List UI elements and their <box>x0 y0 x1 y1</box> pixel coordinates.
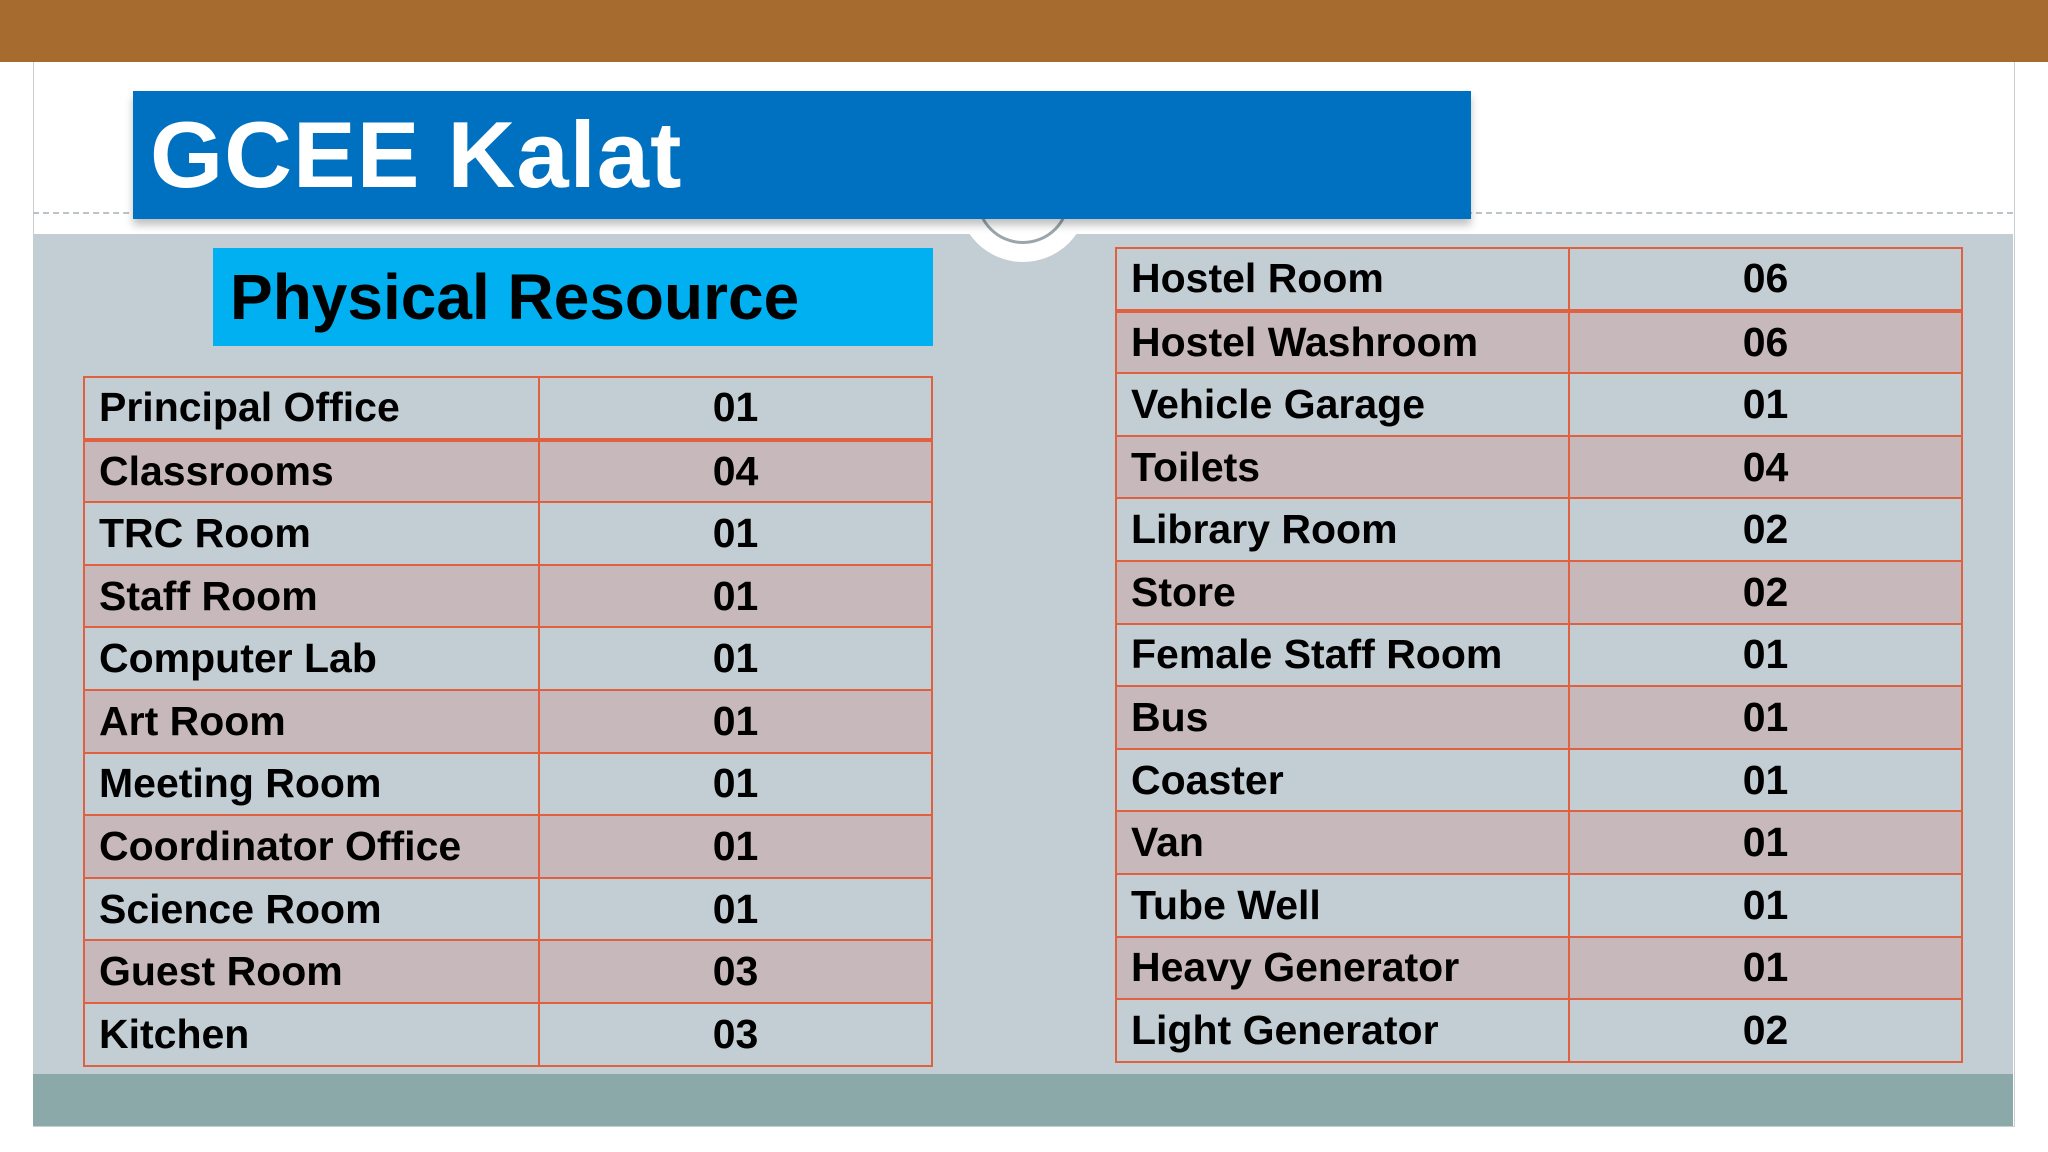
resource-name: Computer Lab <box>84 627 539 690</box>
table-row <box>84 815 932 878</box>
resource-name: Science Room <box>84 878 539 941</box>
bottom-band <box>33 1074 2013 1126</box>
resource-table-left <box>83 376 933 1067</box>
resource-name: Art Room <box>84 690 539 753</box>
resource-count: 01 <box>539 690 932 753</box>
resource-count: 02 <box>1569 561 1962 624</box>
table-row <box>1116 811 1962 874</box>
resource-count: 01 <box>1569 686 1962 749</box>
resource-count: 03 <box>539 940 932 1003</box>
resource-name: Principal Office <box>84 377 539 440</box>
table-row <box>1116 874 1962 937</box>
table-row <box>1116 624 1962 687</box>
resource-count: 06 <box>1569 311 1962 374</box>
resource-count: 01 <box>1569 937 1962 1000</box>
resource-count: 01 <box>1569 624 1962 687</box>
resource-name: Female Staff Room <box>1116 624 1569 687</box>
resource-name: Coaster <box>1116 749 1569 812</box>
table-row <box>1116 311 1962 374</box>
section-subtitle: Physical Resource <box>230 261 800 333</box>
resource-count: 01 <box>539 753 932 816</box>
resource-count: 01 <box>1569 749 1962 812</box>
resource-count: 01 <box>1569 811 1962 874</box>
resource-count: 04 <box>539 440 932 503</box>
resource-name: Heavy Generator <box>1116 937 1569 1000</box>
resource-name: Tube Well <box>1116 874 1569 937</box>
resource-name: Library Room <box>1116 498 1569 561</box>
table-row <box>1116 749 1962 812</box>
table-row <box>1116 561 1962 624</box>
resource-count: 01 <box>539 502 932 565</box>
table-row <box>84 377 932 440</box>
resource-count: 03 <box>539 1003 932 1066</box>
table-row <box>84 502 932 565</box>
table-row <box>84 753 932 816</box>
table-row <box>84 690 932 753</box>
resource-count: 01 <box>539 627 932 690</box>
resource-name: Bus <box>1116 686 1569 749</box>
table-row <box>84 878 932 941</box>
resource-name: Light Generator <box>1116 999 1569 1062</box>
table-row <box>1116 498 1962 561</box>
resource-count: 01 <box>1569 874 1962 937</box>
table-row <box>84 440 932 503</box>
resource-name: TRC Room <box>84 502 539 565</box>
table-row <box>84 940 932 1003</box>
table-row <box>1116 999 1962 1062</box>
resource-name: Staff Room <box>84 565 539 628</box>
resource-name: Van <box>1116 811 1569 874</box>
table-row <box>84 627 932 690</box>
resource-table-right <box>1115 247 1963 1063</box>
resource-name: Store <box>1116 561 1569 624</box>
resource-count: 04 <box>1569 436 1962 499</box>
resource-count: 01 <box>539 565 932 628</box>
resource-count: 02 <box>1569 498 1962 561</box>
table-row <box>84 565 932 628</box>
page-title: GCEE Kalat <box>150 102 683 207</box>
table-row <box>1116 248 1962 311</box>
table-row <box>1116 937 1962 1000</box>
resource-name: Hostel Washroom <box>1116 311 1569 374</box>
resource-name: Guest Room <box>84 940 539 1003</box>
resource-count: 01 <box>539 377 932 440</box>
top-accent-bar <box>0 0 2048 62</box>
table-row <box>1116 373 1962 436</box>
resource-count: 01 <box>539 878 932 941</box>
table-row <box>1116 686 1962 749</box>
table-row <box>84 1003 932 1066</box>
resource-name: Coordinator Office <box>84 815 539 878</box>
resource-name: Kitchen <box>84 1003 539 1066</box>
table-row <box>1116 436 1962 499</box>
resource-name: Hostel Room <box>1116 248 1569 311</box>
resource-count: 01 <box>539 815 932 878</box>
resource-name: Classrooms <box>84 440 539 503</box>
resource-name: Meeting Room <box>84 753 539 816</box>
resource-name: Vehicle Garage <box>1116 373 1569 436</box>
resource-name: Toilets <box>1116 436 1569 499</box>
resource-count: 02 <box>1569 999 1962 1062</box>
resource-count: 06 <box>1569 248 1962 311</box>
resource-count: 01 <box>1569 373 1962 436</box>
